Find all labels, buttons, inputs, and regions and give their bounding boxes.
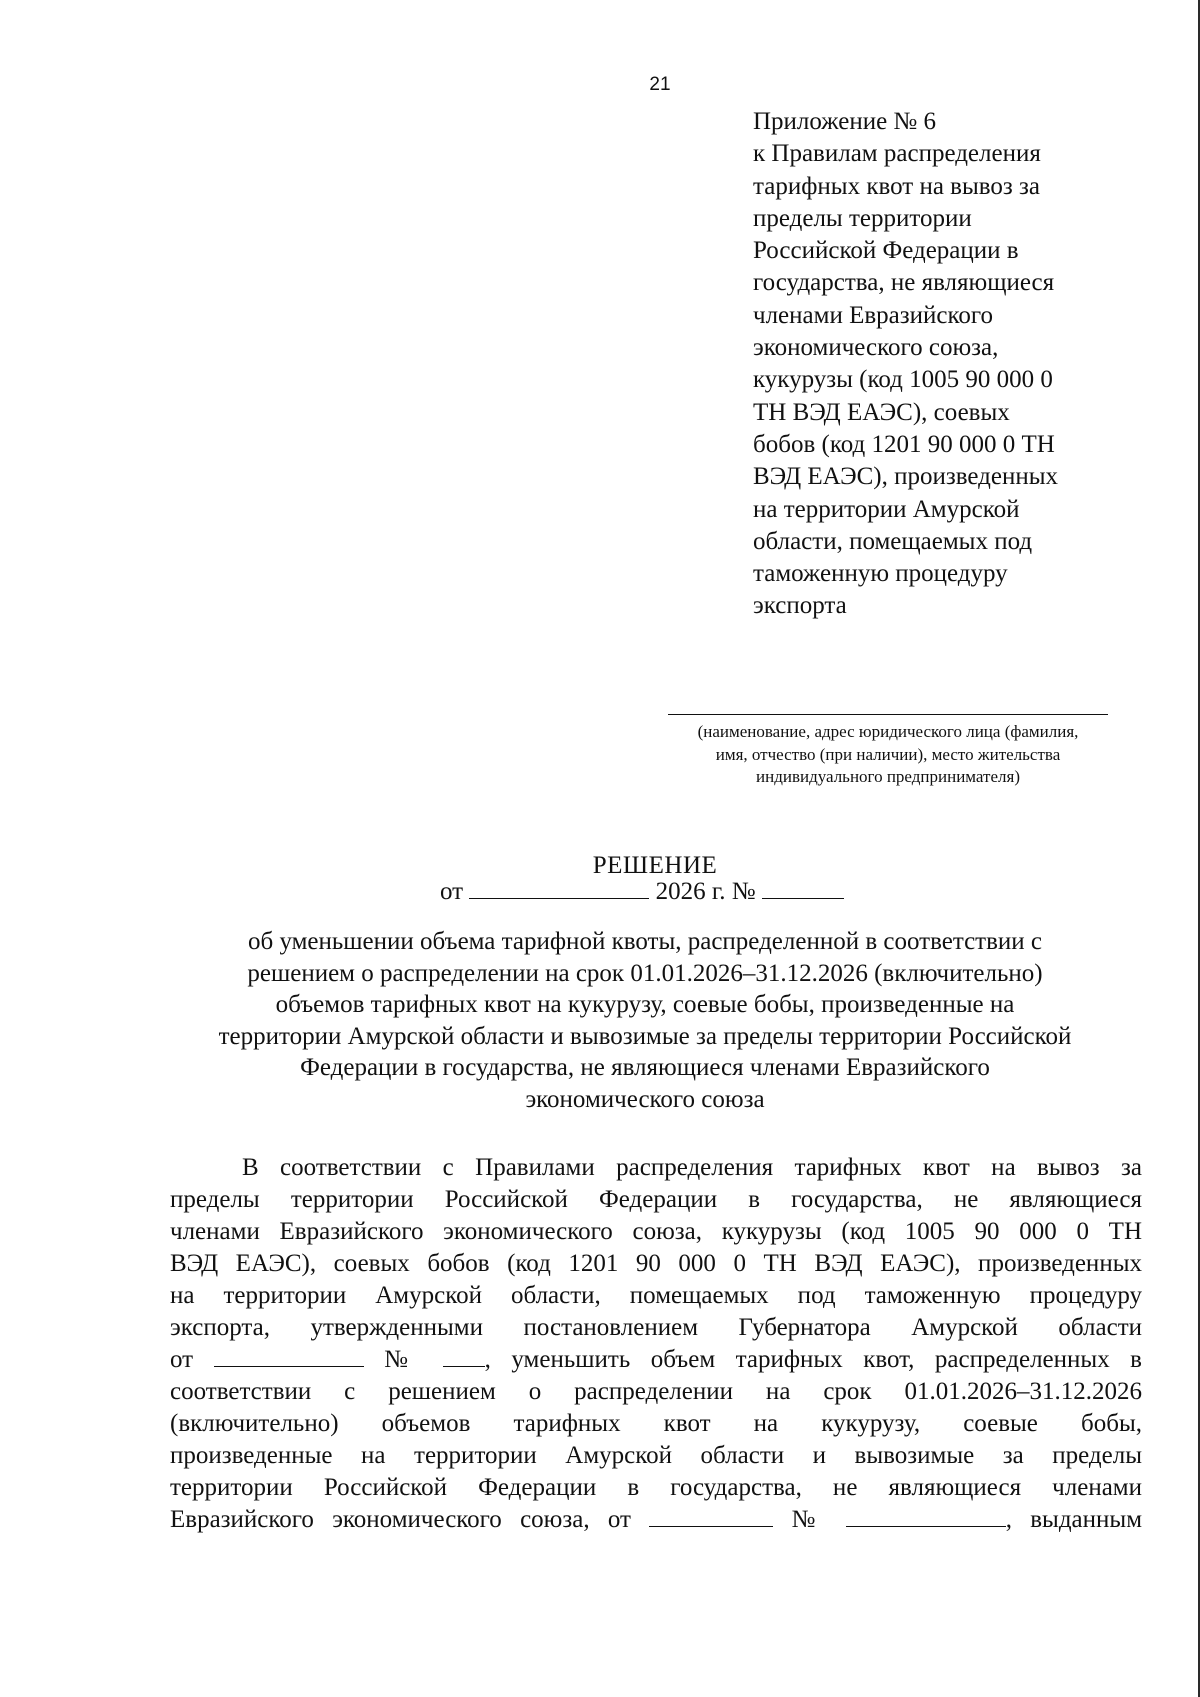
- addressee-caption-line: индивидуального предпринимателя): [756, 767, 1020, 786]
- appendix-line: Российской Федерации в: [753, 237, 1019, 265]
- addressee-caption: [668, 714, 1108, 789]
- addressee-caption-line: имя, отчество (при наличии), место жительства: [715, 744, 1061, 764]
- body-line-with-blanks: [170, 1344, 1142, 1376]
- appendix-line: таможенную процедуру: [753, 560, 1008, 588]
- appendix-header: [753, 106, 1153, 623]
- distribution-date-blank[interactable]: [649, 1504, 773, 1527]
- appendix-line: на территории Амурской: [753, 495, 1020, 523]
- body-line-tail: , уменьшить объем тарифных квот, распределенных в: [484, 1346, 1142, 1373]
- body-line: членами Евразийского экономического союза, кукурузы (код 1005 90 000 0 ТН: [170, 1218, 1142, 1245]
- appendix-line: Приложение № 6: [753, 108, 937, 135]
- decision-date-line: [440, 876, 844, 906]
- decision-subject: [150, 926, 1140, 1115]
- appendix-line: членами Евразийского: [753, 301, 993, 329]
- appendix-line: тарифных квот на вывоз за: [753, 172, 1041, 200]
- from-word: от: [170, 1346, 194, 1373]
- subject-line: решением о распределении на срок 01.01.2026–31.12.2026 (включительно): [247, 959, 1043, 987]
- subject-line: объемов тарифных квот на кукурузу, соевые бобы, произведенные на: [275, 991, 1015, 1018]
- body-line: произведенные на территории Амурской области и вывозимые за пределы: [170, 1442, 1142, 1469]
- body-line: экспорта, утвержденными постановлением Губернатора Амурской области: [170, 1314, 1142, 1341]
- appendix-line: ВЭД ЕАЭС), произведенных: [753, 463, 1059, 491]
- body-line: территории Российской Федерации в государства, не являющиеся членами: [170, 1474, 1142, 1501]
- number-sign: №: [384, 1346, 423, 1373]
- body-paragraph: [170, 1152, 1142, 1536]
- subject-line: об уменьшении объема тарифной квоты, распределенной в соответствии с: [247, 928, 1043, 955]
- appendix-line: кукурузы (код 1005 90 000 0: [753, 366, 1053, 394]
- resolution-date-blank[interactable]: [214, 1344, 364, 1367]
- appendix-line: экспорта: [753, 592, 847, 620]
- appendix-line: пределы территории: [753, 204, 972, 232]
- appendix-line: экономического союза,: [753, 334, 999, 362]
- appendix-line: государства, не являющиеся: [753, 269, 1055, 297]
- body-line-with-blanks: [170, 1504, 1142, 1536]
- appendix-line: области, помещаемых под: [753, 527, 1033, 555]
- appendix-line: бобов (код 1201 90 000 0 ТН: [753, 430, 1055, 458]
- subject-line: территории Амурской области и вывозимые за пределы территории Российской: [218, 1022, 1072, 1050]
- appendix-line: к Правилам распределения: [753, 140, 1041, 168]
- body-line: пределы территории Российской Федерации в государства, не являющиеся: [170, 1186, 1142, 1213]
- body-line-head: Евразийского экономического союза, от: [170, 1506, 631, 1533]
- subject-line: Федерации в государства, не являющиеся членами Евразийского: [300, 1054, 990, 1081]
- document-title: РЕШЕНИЕ: [592, 852, 718, 879]
- from-word: от: [440, 878, 464, 905]
- body-line: (включительно) объемов тарифных квот на кукурузу, соевые бобы,: [170, 1410, 1142, 1437]
- distribution-number-blank[interactable]: [846, 1504, 1006, 1527]
- appendix-line: ТН ВЭД ЕАЭС), соевых: [753, 398, 1010, 426]
- year-number-label: 2026 г. №: [655, 878, 756, 905]
- body-line: В соответствии с Правилами распределения тарифных квот на вывоз за: [242, 1154, 1142, 1181]
- subject-line: экономического союза: [525, 1085, 765, 1113]
- number-blank[interactable]: [762, 876, 844, 899]
- addressee-caption-line: (наименование, адрес юридического лица (фамилия,: [697, 722, 1079, 741]
- page-number: 21: [649, 74, 671, 95]
- number-sign: №: [791, 1506, 828, 1533]
- body-line-tail: , выданным: [1005, 1506, 1143, 1533]
- date-blank[interactable]: [469, 876, 649, 899]
- body-line: ВЭД ЕАЭС), соевых бобов (код 1201 90 000 0 ТН ВЭД ЕАЭС), произведенных: [170, 1250, 1142, 1277]
- body-line: соответствии с решением о распределении на срок 01.01.2026–31.12.2026: [170, 1378, 1142, 1405]
- body-line: на территории Амурской области, помещаемых под таможенную процедуру: [170, 1282, 1142, 1309]
- resolution-number-blank[interactable]: [443, 1344, 485, 1367]
